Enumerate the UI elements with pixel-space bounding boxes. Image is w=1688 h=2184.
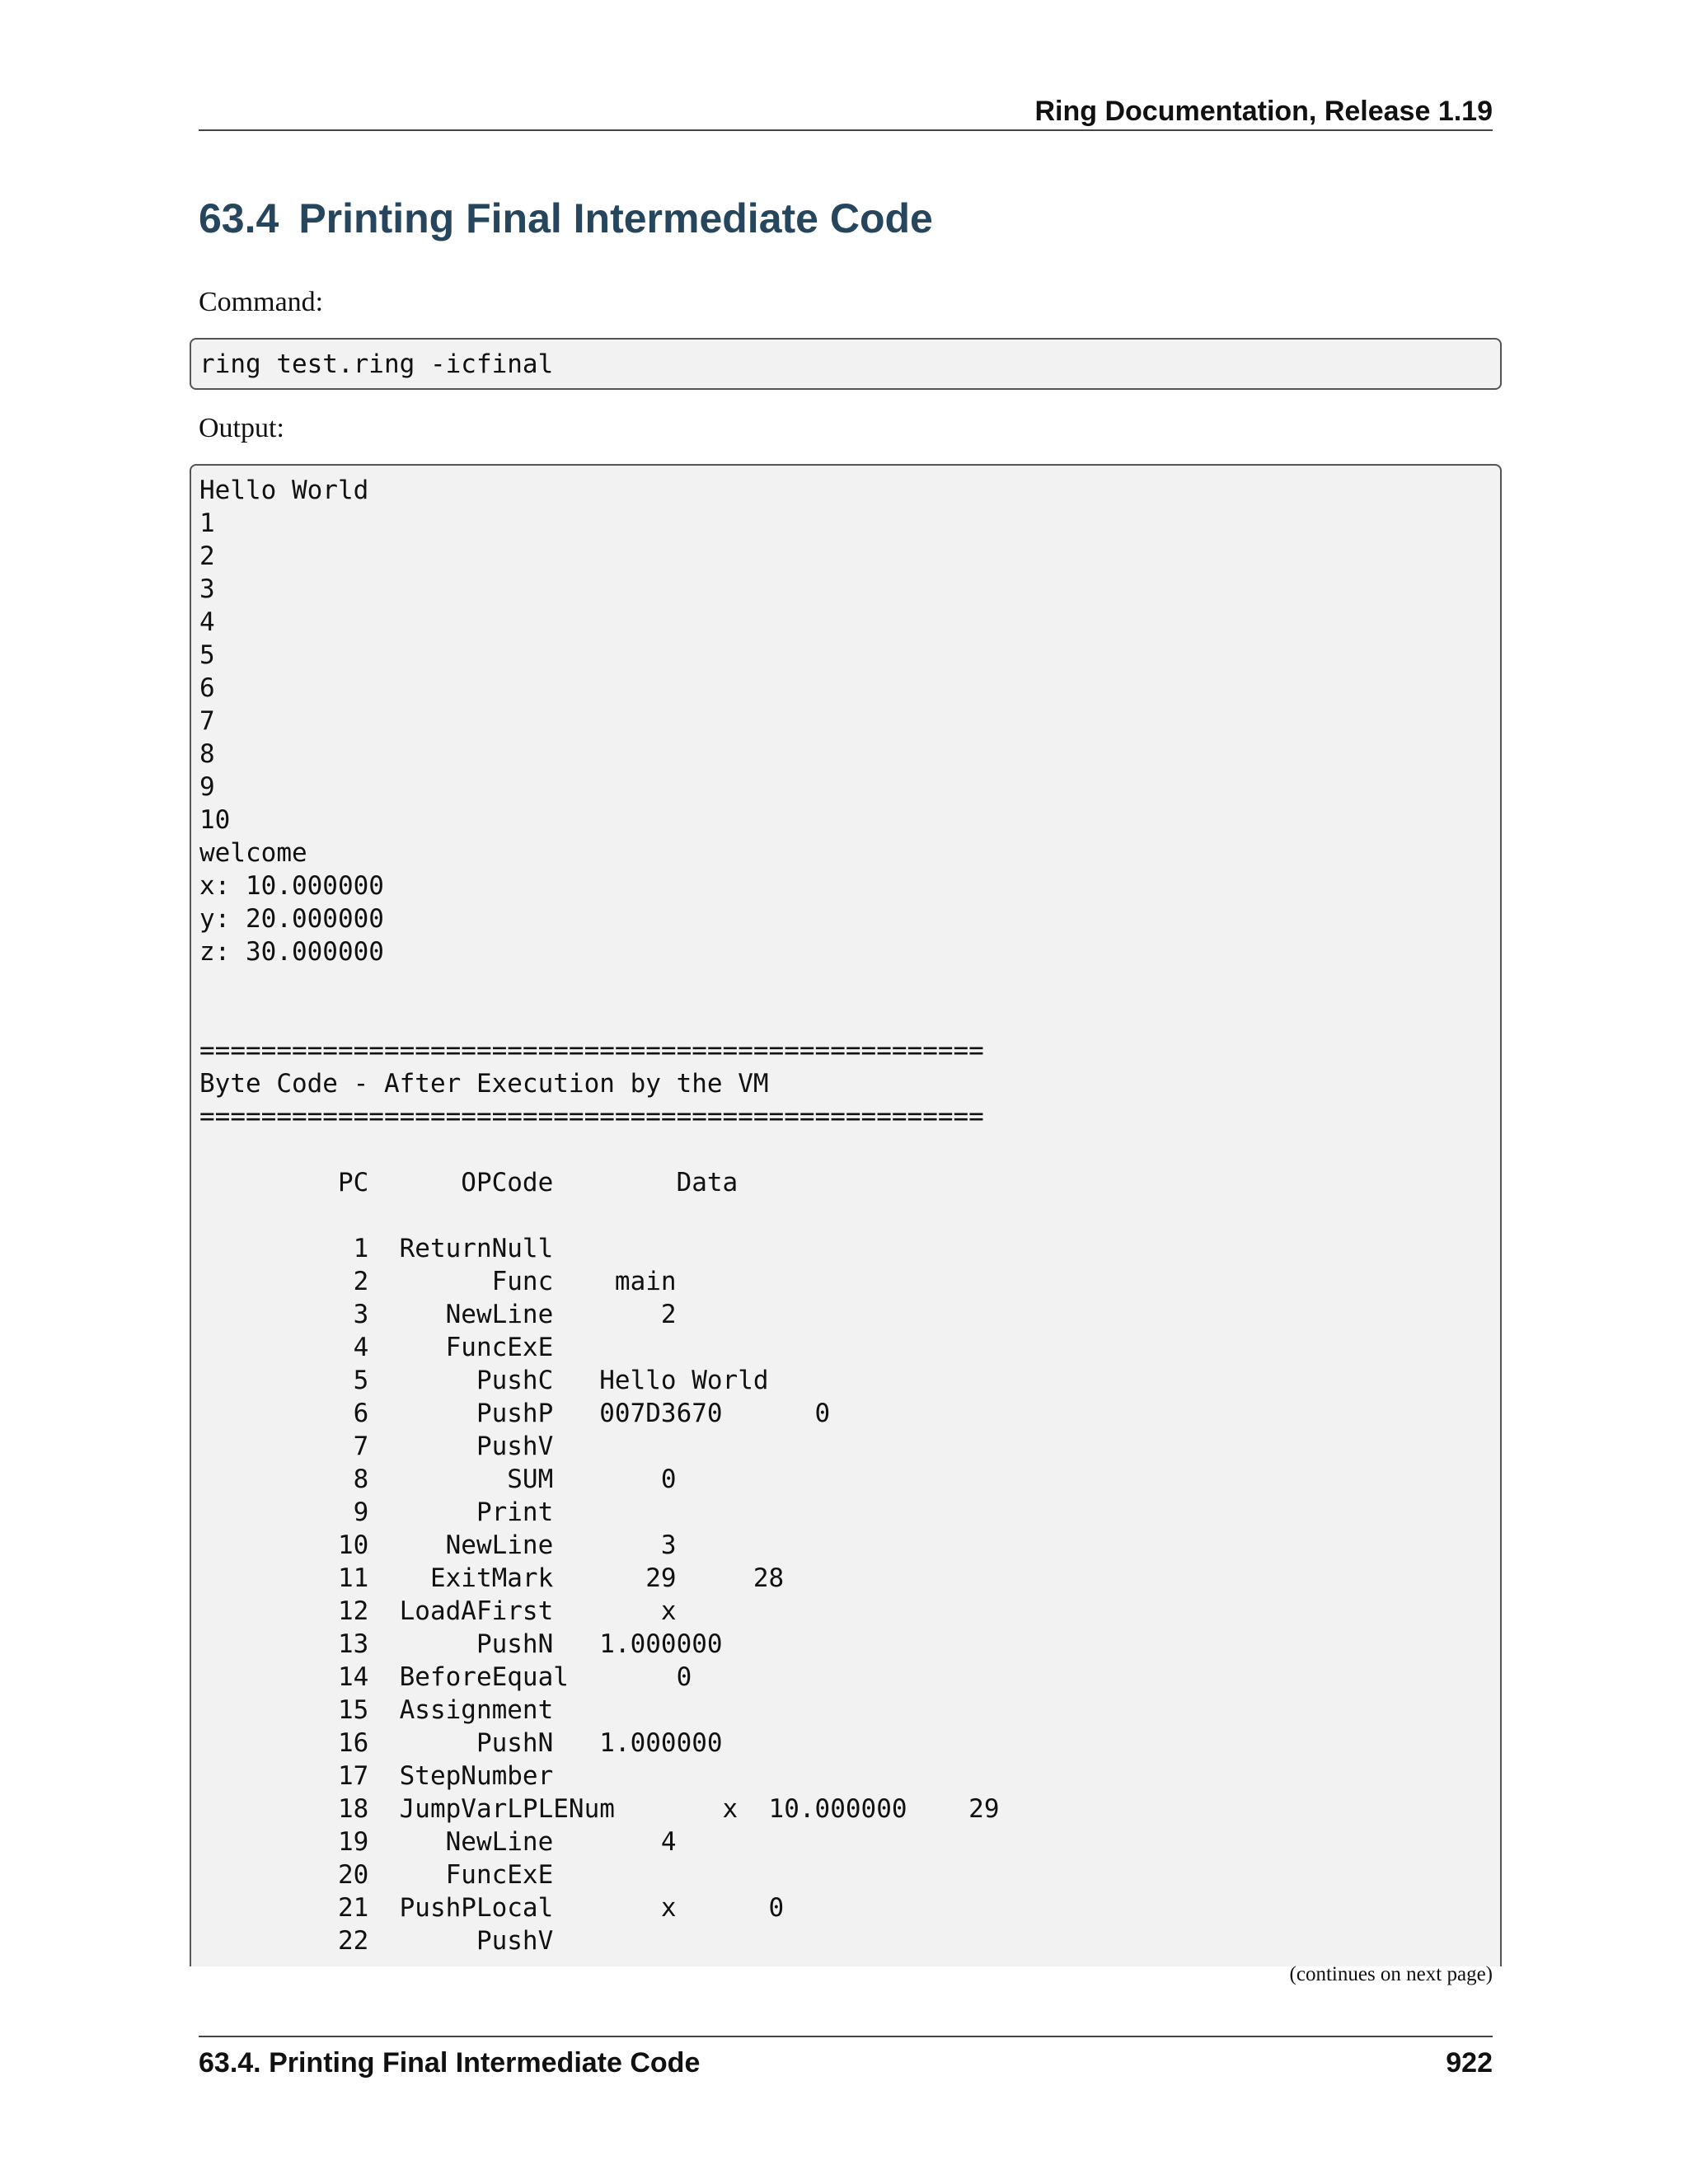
continues-note: (continues on next page)	[1289, 1963, 1493, 1985]
footer-section-title: 63.4. Printing Final Intermediate Code	[199, 2047, 701, 2079]
command-code-block[interactable]	[190, 338, 1502, 390]
section-title-text: Printing Final Intermediate Code	[298, 195, 933, 241]
output-code[interactable]: Hello World 1 2 3 4 5 6 7 8 9 10 welcome x: 10.000000 y: 20.000000 z: 30.000000 =================================================== Byte Code - After Execution by the VM =================================================== PC OPCode Data 1 ReturnNull 2 Func main 3 NewLine 2 4 FuncExE 5 PushC Hello World 6 PushP 007D3670 0 7 PushV 8 SUM 0 9 Print 10 NewLine 3 11 ExitMark 29 28 12 LoadAFirst x 13 PushN 1.000000 14 BeforeEqual 0 15 Assignment 16 PushN 1.000000 17 StepNumber 18 JumpVarLPLENum x 10.000000 29 19 NewLine 4 20 FuncExE 21 PushPLocal x 0 22 PushV	[199, 476, 1000, 1956]
footer-divider	[199, 2036, 1493, 2037]
output-code-block[interactable]	[190, 464, 1502, 1966]
running-header: Ring Documentation, Release 1.19	[1034, 96, 1493, 127]
section-number: 63.4	[199, 195, 279, 241]
command-label: Command:	[199, 287, 324, 317]
page-number: 922	[1446, 2047, 1493, 2079]
output-label: Output:	[199, 413, 284, 443]
header-divider	[199, 129, 1493, 131]
command-code[interactable]: ring test.ring -icfinal	[199, 349, 554, 379]
section-heading	[199, 192, 933, 245]
